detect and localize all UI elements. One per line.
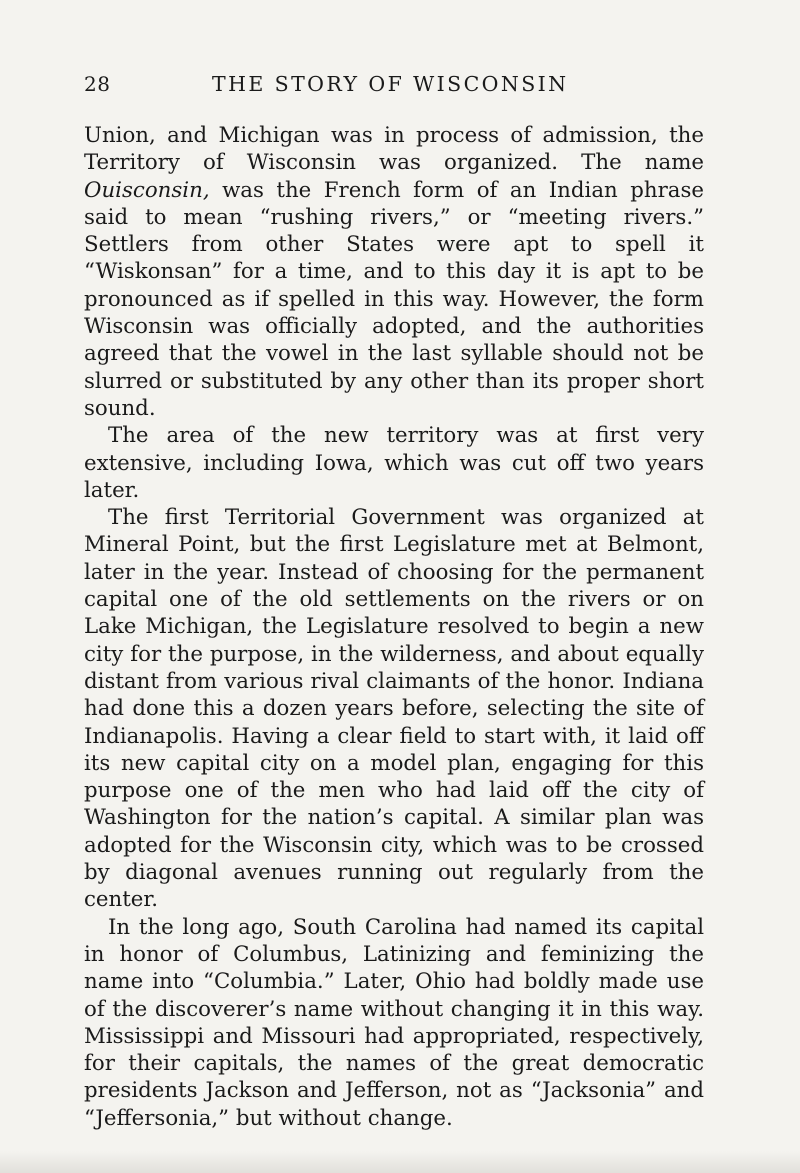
paragraph <box>84 914 704 1132</box>
paragraph-text: was the French form of an Indian phrase said to mean “rushing rivers,” or “meeting rivers.” Settlers from other States were apt to spell it “Wiskonsan” for a time, and to this day it is apt to be pronounced as if spelled in this way. However, the form Wisconsin was officially adopted, and the authorities agreed that the vowel in the last syllable should not be slurred or substituted by any other than its proper short sound. <box>84 177 704 421</box>
paragraph <box>84 122 704 422</box>
running-head <box>84 72 704 108</box>
running-title: THE STORY OF WISCONSIN <box>212 72 569 96</box>
paragraph <box>84 504 704 913</box>
paragraph-text: Union, and Michigan was in process of admission, the Territory of Wisconsin was organized. The name <box>84 123 704 176</box>
paragraph-text: The first Territorial Government was organized at Mineral Point, but the first Legislature met at Belmont, later in the year. Instead of choosing for the permanent capital one of the old settlements on the rivers or on Lake Michigan, the Legislature resolved to begin a new city for the purpose, in the wilderness, and about equally distant from various rival claimants of the honor. Indiana had done this a dozen years before, selecting the site of Indianapolis. Having a clear field to start with, it laid off its new capital city on a model plan, engaging for this purpose one of the men who had laid off the city of Washington for the nation’s capital. A similar plan was adopted for the Wisconsin city, which was to be crossed by diagonal avenues running out regularly from the center. <box>84 505 704 913</box>
paragraph-text: The area of the new territory was at first very extensive, including Iowa, which was cut off two years later. <box>84 423 704 503</box>
page-number: 28 <box>84 72 111 96</box>
paragraph <box>84 422 704 504</box>
italic-word: Ouisconsin, <box>84 177 210 203</box>
paragraph-text: In the long ago, South Carolina had named its capital in honor of Columbus, Latinizing and feminizing the name into “Columbia.” Later, Ohio had boldly made use of the discoverer’s name without changing it in this way. Mississippi and Missouri had appropriated, respectively, for their capitals, the names of the great democratic presidents Jackson and Jefferson, not as “Jacksonia” and “Jeffersonia,” but without change. <box>84 914 704 1131</box>
page-edge-shadow <box>0 1151 800 1173</box>
body-text <box>84 122 704 1132</box>
